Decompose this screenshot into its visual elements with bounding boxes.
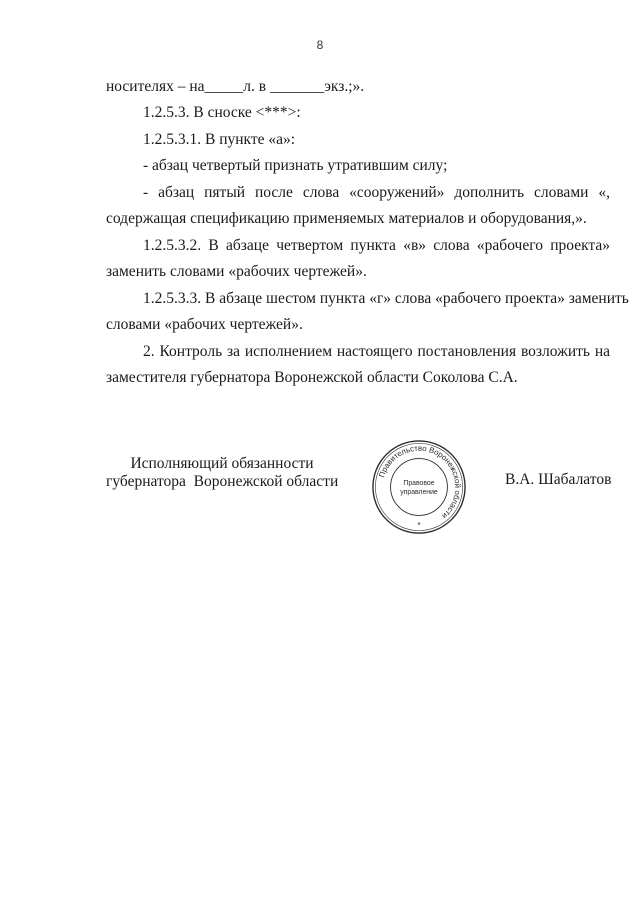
signature-position — [106, 455, 338, 491]
body-line: - абзац пятый после слова «сооружений» дополнить словами «, — [143, 184, 610, 201]
body-line: содержащая спецификацию применяемых материалов и оборудования,». — [106, 210, 587, 227]
body-line: заместителя губернатора Воронежской области Соколова С.А. — [106, 369, 518, 386]
stamp-center-line: Правовое — [403, 480, 435, 488]
body-line: 1.2.5.3. В сноске <***>: — [143, 104, 301, 121]
stamp-ring-text: Правительство Воронежской области — [377, 443, 463, 521]
signature-position-line: Исполняющий обязанности — [130, 455, 314, 472]
body-line: носителях – на_____л. в _______экз.;». — [106, 78, 365, 95]
signatory-name: В.А. Шабалатов — [505, 471, 612, 488]
body-line: заменить словами «рабочих чертежей». — [106, 263, 367, 280]
page-number: 8 — [316, 38, 324, 52]
body-line: 2. Контроль за исполнением настоящего постановления возложить на — [143, 343, 610, 360]
body-line: - абзац четвертый признать утратившим силу; — [143, 157, 448, 174]
official-stamp — [370, 438, 468, 536]
body-line: 1.2.5.3.1. В пункте «а»: — [143, 131, 296, 148]
stamp-star: * — [417, 521, 421, 531]
body-line: словами «рабочих чертежей». — [106, 316, 303, 333]
signature-position-line: губернатора Воронежской области — [106, 473, 339, 490]
body-line: 1.2.5.3.3. В абзаце шестом пункта «г» слова «рабочего проекта» заменить — [143, 290, 629, 307]
body-line: 1.2.5.3.2. В абзаце четвертом пункта «в» слова «рабочего проекта» — [143, 237, 610, 254]
stamp-center-line: управление — [400, 488, 438, 496]
